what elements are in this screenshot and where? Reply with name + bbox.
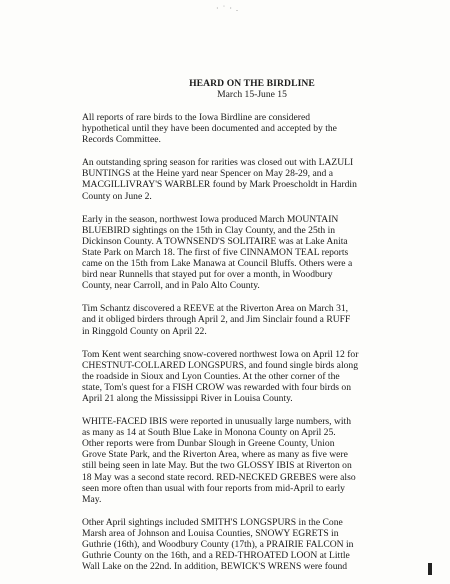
text-line: Guthrie County on the 16th, and a RED-THROATED LOON at Little bbox=[82, 550, 350, 562]
text-line: state, Tom's quest for a FISH CROW was rewarded with four birds on bbox=[82, 381, 352, 393]
text-line: State Park on March 18. The first of five CINNAMON TEAL reports bbox=[82, 246, 349, 258]
text-line: Dickinson County. A TOWNSEND'S SOLITAIRE was at Lake Anita bbox=[82, 235, 348, 247]
paragraph-intro bbox=[82, 112, 422, 145]
edge-mark bbox=[428, 563, 432, 575]
text-line: Marsh area of Johnson and Louisa Counties, SNOWY EGRETS in bbox=[82, 527, 339, 539]
text-line: seen more often than usual with four reports from mid-April to early bbox=[82, 482, 345, 494]
text-line: Tom Kent went searching snow-covered northwest Iowa on April 12 for bbox=[82, 348, 359, 360]
paragraph-ibis bbox=[82, 416, 422, 505]
text-line: All reports of rare birds to the Iowa Birdline are considered bbox=[82, 112, 311, 123]
text-line: Records Committee. bbox=[82, 134, 161, 146]
text-line: CHESTNUT-COLLARED LONGSPURS, and found single birds along bbox=[82, 359, 358, 371]
text-line: came on the 15th from Lake Manawa at Council Bluffs. Others were a bbox=[82, 258, 353, 270]
text-line: BLUEBIRD sightings on the 15th in Clay County, and the 25th in bbox=[82, 224, 336, 236]
paragraph-reeve-ruff bbox=[82, 303, 422, 336]
paragraph-april-sightings bbox=[82, 517, 422, 572]
text-line: WHITE-FACED IBIS were reported in unusually large numbers, with bbox=[82, 416, 352, 428]
text-line: the roadside in Sioux and Lyon Counties. At the other corner of the bbox=[82, 370, 340, 382]
text-line: Grove State Park, and the Riverton Area, where as many as five were bbox=[82, 449, 348, 461]
text-line: still being seen in late May. But the two GLOSSY IBIS at Riverton on bbox=[82, 460, 352, 472]
document-body bbox=[82, 78, 422, 584]
text-line: Guthrie (16th), and Woodbury County (17th), a PRAIRIE FALCON in bbox=[82, 539, 354, 550]
paragraph-spring-season bbox=[82, 157, 422, 201]
text-line: May. bbox=[82, 493, 102, 505]
text-line: and it obliged birders through April 2, and Jim Sinclair found a RUFF bbox=[82, 314, 351, 326]
text-line: as many as 14 at South Blue Lake in Monona County on April 25. bbox=[82, 427, 336, 439]
text-line: 18 May was a second state record. RED-NECKED GREBES were also bbox=[82, 471, 356, 483]
text-line: County, near Carroll, and in Palo Alto County. bbox=[82, 280, 260, 292]
text-line: MACGILLIVRAY'S WARBLER found by Mark Proescholdt in Hardin bbox=[82, 179, 357, 191]
text-line: hypothetical until they have been documented and accepted by the bbox=[82, 123, 337, 135]
text-line: in Ringgold County on April 22. bbox=[82, 325, 207, 337]
text-line: BUNTINGS at the Heine yard near Spencer on May 28-29, and a bbox=[82, 168, 333, 180]
paragraph-longspurs-crow bbox=[82, 349, 422, 404]
text-line: bird near Runnells that stayed put for over a month, in Woodbury bbox=[82, 269, 333, 281]
text-line: Wall Lake on the 22nd. In addition, BEWICK'S WRENS were found bbox=[82, 561, 348, 573]
paragraph-early-season bbox=[82, 214, 422, 292]
page-title: HEARD ON THE BIRDLINE bbox=[189, 78, 315, 89]
text-line: An outstanding spring season for rarities was closed out with LAZULI bbox=[82, 157, 354, 169]
text-line: Tim Schantz discovered a REEVE at the Riverton Area on March 31, bbox=[82, 303, 349, 315]
scan-artifact: · ˙ · . bbox=[216, 4, 239, 13]
text-line: Other reports were from Dunbar Slough in Greene County, Union bbox=[82, 438, 335, 450]
text-line: County on June 2. bbox=[82, 190, 152, 202]
text-line: April 21 along the Mississippi River in Louisa County. bbox=[82, 392, 293, 404]
text-line: Early in the season, northwest Iowa produced March MOUNTAIN bbox=[82, 213, 339, 225]
page-subtitle: March 15-June 15 bbox=[217, 89, 287, 100]
text-line: Other April sightings included SMITH'S LONGSPURS in the Cone bbox=[82, 516, 343, 528]
